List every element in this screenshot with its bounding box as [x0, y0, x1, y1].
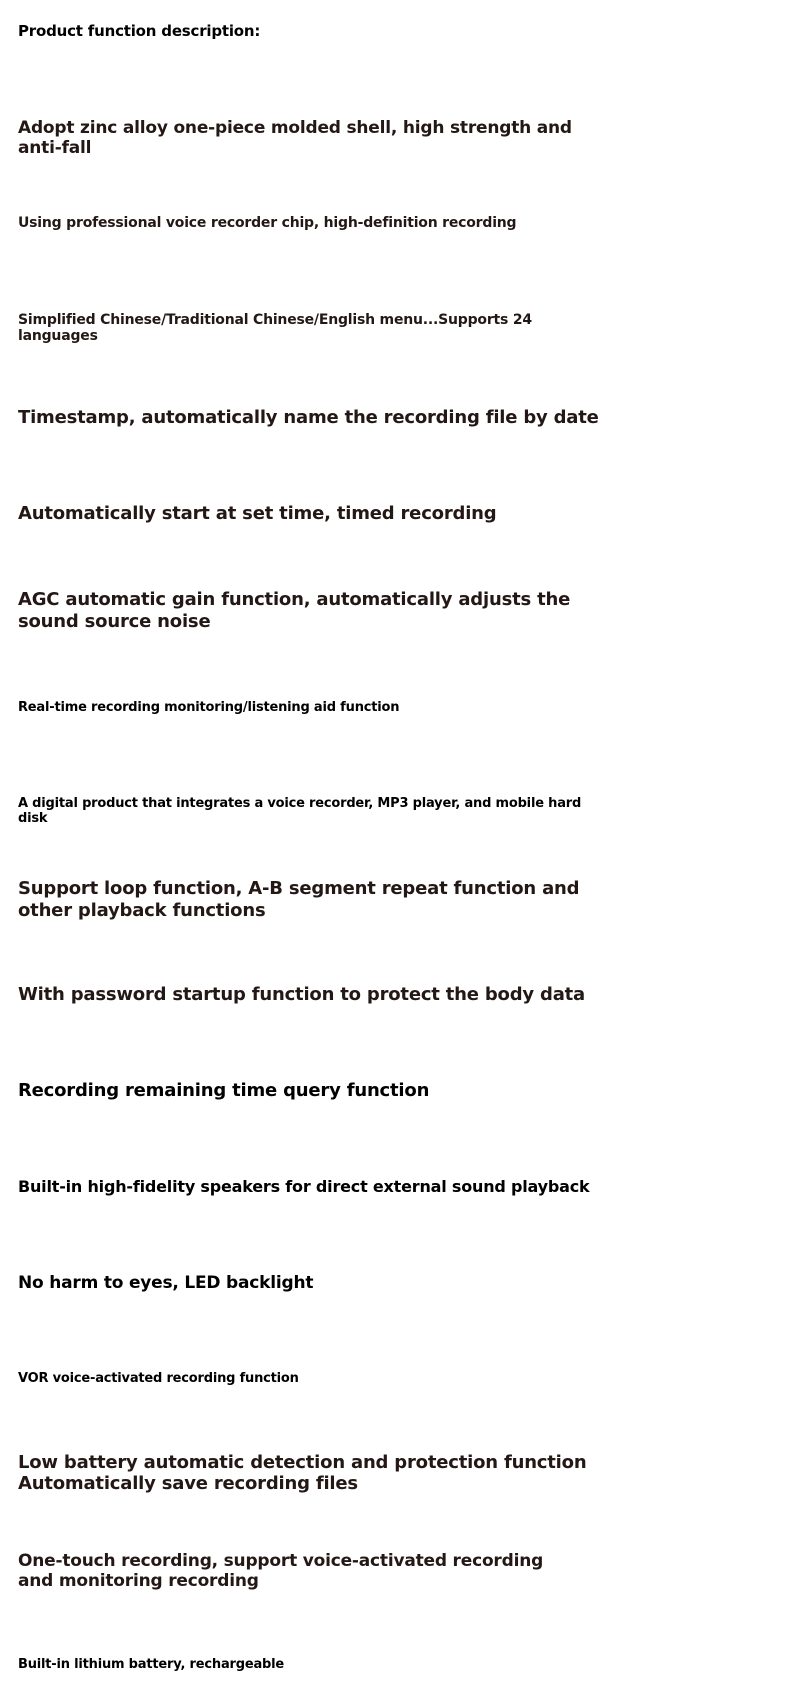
feature-item: Low battery automatic detection and protection function Automatically save recording files: [18, 1452, 587, 1494]
feature-item: VOR voice-activated recording function: [18, 1371, 299, 1386]
feature-item: With password startup function to protect the body data: [18, 984, 585, 1005]
feature-item: Simplified Chinese/Traditional Chinese/English menu...Supports 24 languages: [18, 312, 532, 344]
feature-item: Support loop function, A-B segment repeat function and other playback functions: [18, 878, 580, 921]
feature-item: Automatically start at set time, timed recording: [18, 503, 497, 524]
feature-item: Using professional voice recorder chip, high-definition recording: [18, 215, 517, 231]
feature-item: Built-in high-fidelity speakers for direct external sound playback: [18, 1177, 590, 1196]
feature-item: No harm to eyes, LED backlight: [18, 1273, 314, 1293]
feature-item: Adopt zinc alloy one-piece molded shell, high strength and anti-fall: [18, 118, 572, 158]
feature-item: Timestamp, automatically name the recording file by date: [18, 407, 599, 428]
feature-item: Built-in lithium battery, rechargeable: [18, 1657, 284, 1672]
feature-item: Real-time recording monitoring/listening aid function: [18, 700, 400, 715]
feature-item: One-touch recording, support voice-activated recording and monitoring recording: [18, 1551, 544, 1591]
feature-item: Recording remaining time query function: [18, 1080, 430, 1101]
feature-item: AGC automatic gain function, automatically adjusts the sound source noise: [18, 589, 571, 632]
page-heading: Product function description:: [18, 22, 261, 40]
feature-item: A digital product that integrates a voice recorder, MP3 player, and mobile hard disk: [18, 796, 582, 826]
